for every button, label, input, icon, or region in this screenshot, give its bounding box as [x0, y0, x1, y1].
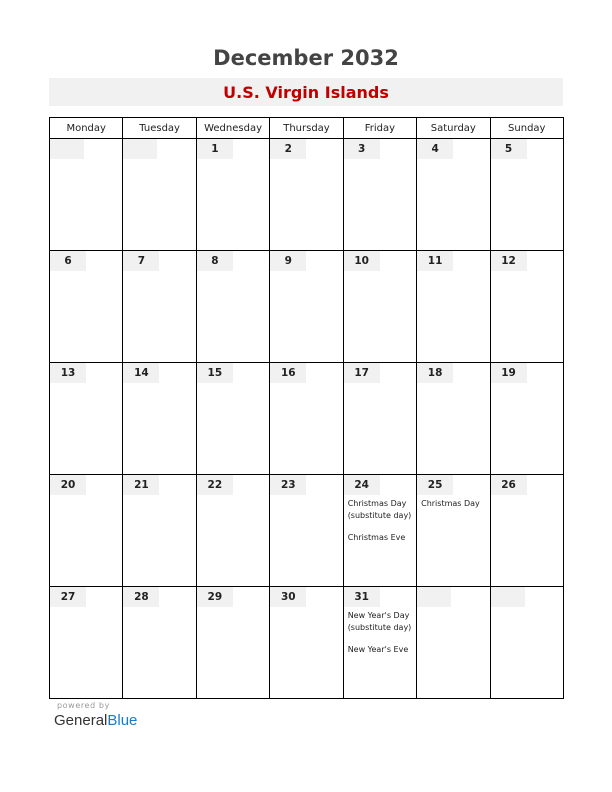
day-cell: [417, 251, 490, 363]
day-number: 18: [417, 363, 453, 383]
empty-day-marker: [50, 139, 84, 159]
day-number: 27: [50, 587, 86, 607]
generalblue-logo[interactable]: [54, 712, 137, 729]
weekday-header-row: [50, 118, 564, 139]
day-number: 16: [270, 363, 306, 383]
day-cell: [196, 475, 269, 587]
day-cell: [196, 251, 269, 363]
region-name: U.S. Virgin Islands: [223, 83, 389, 102]
region-banner: [49, 78, 563, 106]
day-cell: [50, 475, 123, 587]
day-number: 1: [197, 139, 233, 159]
logo-general-text: General: [54, 712, 108, 729]
week-row: [50, 475, 564, 587]
day-cell: [343, 363, 416, 475]
day-number: 17: [344, 363, 380, 383]
day-number: 13: [50, 363, 86, 383]
day-cell: [270, 475, 343, 587]
day-cell: [123, 587, 196, 699]
day-cell: [417, 587, 490, 699]
day-number: 14: [123, 363, 159, 383]
day-cell: [270, 363, 343, 475]
day-number: 9: [270, 251, 306, 271]
day-cell: [196, 587, 269, 699]
day-number: 24: [344, 475, 380, 495]
powered-by-label: powered by: [57, 701, 110, 710]
day-number: 22: [197, 475, 233, 495]
day-number: 10: [344, 251, 380, 271]
day-cell: [50, 363, 123, 475]
day-number: 29: [197, 587, 233, 607]
week-row: [50, 139, 564, 251]
day-number: 12: [491, 251, 527, 271]
day-cell: [343, 251, 416, 363]
day-cell: [343, 139, 416, 251]
day-cell: [417, 363, 490, 475]
logo-blue-text: Blue: [107, 712, 138, 729]
day-cell: [123, 363, 196, 475]
day-number: 28: [123, 587, 159, 607]
holiday-name: New Year's Day (substitute day): [347, 611, 412, 632]
holiday-name: Christmas Eve: [347, 533, 406, 542]
day-number: 7: [123, 251, 159, 271]
day-cell: [490, 139, 563, 251]
day-cell: [50, 139, 123, 251]
day-number: 4: [417, 139, 453, 159]
day-number: 8: [197, 251, 233, 271]
day-number: 15: [197, 363, 233, 383]
day-number: 30: [270, 587, 306, 607]
day-number: 26: [491, 475, 527, 495]
day-cell: [123, 139, 196, 251]
day-number: 20: [50, 475, 86, 495]
week-row: [50, 587, 564, 699]
day-number: 2: [270, 139, 306, 159]
day-number: 3: [344, 139, 380, 159]
day-cell: [343, 587, 416, 699]
holiday-list: [344, 607, 416, 656]
day-cell: [270, 251, 343, 363]
day-number: 6: [50, 251, 86, 271]
day-number: 31: [344, 587, 380, 607]
holiday-name: Christmas Day (substitute day): [347, 499, 412, 520]
holiday-list: [344, 495, 416, 544]
day-cell: [123, 475, 196, 587]
calendar-grid: [49, 117, 564, 699]
holiday-list: [417, 495, 489, 510]
day-cell: [490, 475, 563, 587]
day-cell: [196, 139, 269, 251]
day-cell: [123, 251, 196, 363]
day-number: 25: [417, 475, 453, 495]
weekday-header: Sunday: [490, 118, 563, 139]
day-cell: [490, 251, 563, 363]
weekday-header: Wednesday: [196, 118, 269, 139]
week-row: [50, 251, 564, 363]
holiday-name: Christmas Day: [421, 499, 480, 508]
day-cell: [270, 587, 343, 699]
day-number: 21: [123, 475, 159, 495]
week-row: [50, 363, 564, 475]
weekday-header: Thursday: [270, 118, 343, 139]
empty-day-marker: [417, 587, 451, 607]
day-cell: [490, 587, 563, 699]
day-cell: [196, 363, 269, 475]
day-cell: [417, 475, 490, 587]
calendar-body: [50, 139, 564, 699]
day-cell: [50, 251, 123, 363]
day-cell: [343, 475, 416, 587]
day-number: 5: [491, 139, 527, 159]
day-number: 23: [270, 475, 306, 495]
weekday-header: Saturday: [417, 118, 490, 139]
weekday-header: Tuesday: [123, 118, 196, 139]
day-cell: [270, 139, 343, 251]
holiday-name: New Year's Eve: [347, 645, 409, 654]
day-cell: [417, 139, 490, 251]
empty-day-marker: [123, 139, 157, 159]
day-cell: [50, 587, 123, 699]
day-number: 11: [417, 251, 453, 271]
weekday-header: Monday: [50, 118, 123, 139]
calendar-title: December 2032: [213, 46, 399, 70]
day-number: 19: [491, 363, 527, 383]
weekday-header: Friday: [343, 118, 416, 139]
day-cell: [490, 363, 563, 475]
empty-day-marker: [491, 587, 525, 607]
